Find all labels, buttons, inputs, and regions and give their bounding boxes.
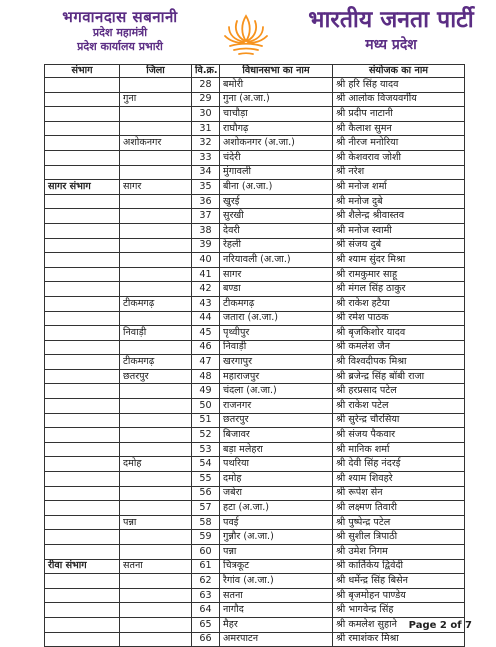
district-cell <box>120 588 192 603</box>
coordinator-name-cell: श्री धर्मेन्द्र सिंह बिसेन <box>333 574 465 589</box>
sender-block <box>30 8 210 54</box>
coordinator-name-cell: श्री श्याम सुंदर मिश्रा <box>333 253 465 268</box>
constituency-number-cell: 33 <box>192 150 220 165</box>
coordinator-name-cell: श्री लक्ष्मण तिवारी <box>333 501 465 516</box>
district-cell: टीकमगढ़ <box>120 355 192 370</box>
coordinator-name-cell: श्री हरप्रसाद पटेल <box>333 384 465 399</box>
district-cell <box>120 78 192 93</box>
district-cell <box>120 472 192 487</box>
division-cell <box>45 340 120 355</box>
constituency-number-cell: 38 <box>192 223 220 238</box>
coordinator-name-cell: श्री ब्रजेन्द्र सिंह बॉबी राजा <box>333 369 465 384</box>
constituency-name-cell: बड़ा मलेहरा <box>220 442 333 457</box>
coordinator-name-cell: श्री राकेश हटैया <box>333 296 465 311</box>
division-cell <box>45 253 120 268</box>
district-cell: सागर <box>120 180 192 195</box>
party-block <box>296 6 486 54</box>
table-row <box>45 355 465 370</box>
constituency-name-cell: बिजावर <box>220 428 333 443</box>
coordinator-name-cell: श्री मंगल सिंह ठाकुर <box>333 282 465 297</box>
coordinator-name-cell: श्री कमलेश जैन <box>333 340 465 355</box>
constituency-number-cell: 32 <box>192 136 220 151</box>
column-header-coordinator: संयोजक का नाम <box>333 65 465 78</box>
constituency-number-cell: 40 <box>192 253 220 268</box>
constituency-name-cell: सागर <box>220 267 333 282</box>
district-cell: टीकमगढ़ <box>120 296 192 311</box>
division-cell <box>45 530 120 545</box>
constituency-number-cell: 49 <box>192 384 220 399</box>
column-header-division: संभाग <box>45 65 120 78</box>
coordinator-name-cell: श्री सुशील त्रिपाठी <box>333 530 465 545</box>
division-cell <box>45 209 120 224</box>
constituency-name-cell: पृथ्वीपुर <box>220 326 333 341</box>
division-cell <box>45 136 120 151</box>
state-name: मध्य प्रदेश <box>365 37 417 53</box>
constituency-number-cell: 50 <box>192 399 220 414</box>
division-cell <box>45 384 120 399</box>
constituency-name-cell: बमोरी <box>220 78 333 93</box>
sender-name: भगवानदास सबनानी <box>62 8 178 26</box>
division-cell: सागर संभाग <box>45 180 120 195</box>
district-cell <box>120 617 192 632</box>
division-cell <box>45 223 120 238</box>
table-row <box>45 457 465 472</box>
constituency-number-cell: 60 <box>192 545 220 560</box>
table-row <box>45 384 465 399</box>
coordinator-name-cell: श्री मनोज दुबे <box>333 194 465 209</box>
table-row <box>45 78 465 93</box>
constituency-number-cell: 48 <box>192 369 220 384</box>
constituency-number-cell: 39 <box>192 238 220 253</box>
table-row <box>45 545 465 560</box>
table-row <box>45 428 465 443</box>
table-row <box>45 369 465 384</box>
division-cell <box>45 574 120 589</box>
table-row <box>45 413 465 428</box>
district-cell: निवाड़ी <box>120 326 192 341</box>
division-cell <box>45 78 120 93</box>
table-row <box>45 209 465 224</box>
constituency-number-cell: 62 <box>192 574 220 589</box>
table-row <box>45 515 465 530</box>
district-cell <box>120 603 192 618</box>
division-cell <box>45 428 120 443</box>
table-row <box>45 588 465 603</box>
table-row <box>45 399 465 414</box>
coordinator-name-cell: श्री प्रदीप नाटानी <box>333 107 465 122</box>
constituency-name-cell: गुना (अ.जा.) <box>220 92 333 107</box>
coordinator-name-cell: श्री कैलाश सुमन <box>333 121 465 136</box>
district-cell <box>120 501 192 516</box>
division-cell <box>45 501 120 516</box>
division-cell <box>45 121 120 136</box>
coordinator-name-cell: श्री पुष्पेन्द्र पटेल <box>333 515 465 530</box>
district-cell <box>120 165 192 180</box>
division-cell <box>45 107 120 122</box>
coordinator-name-cell: श्री रूपेश सेन <box>333 486 465 501</box>
constituency-number-cell: 66 <box>192 632 220 647</box>
coordinator-name-cell: श्री बृजकिशोर यादव <box>333 326 465 341</box>
division-cell <box>45 515 120 530</box>
column-header-constituency: विधानसभा का नाम <box>220 65 333 78</box>
division-cell <box>45 399 120 414</box>
table-row <box>45 150 465 165</box>
constituency-name-cell: गुन्नौर (अ.जा.) <box>220 530 333 545</box>
table-row <box>45 617 465 632</box>
constituency-number-cell: 64 <box>192 603 220 618</box>
table-row <box>45 486 465 501</box>
table-row <box>45 501 465 516</box>
constituency-name-cell: खरगापुर <box>220 355 333 370</box>
district-cell <box>120 209 192 224</box>
constituency-name-cell: जबेरा <box>220 486 333 501</box>
table-row <box>45 253 465 268</box>
constituency-number-cell: 31 <box>192 121 220 136</box>
district-cell <box>120 238 192 253</box>
constituency-name-cell: पथरिया <box>220 457 333 472</box>
constituency-name-cell: अशोकनगर (अ.जा.) <box>220 136 333 151</box>
table-row <box>45 326 465 341</box>
constituency-number-cell: 53 <box>192 442 220 457</box>
constituency-number-cell: 44 <box>192 311 220 326</box>
table-row <box>45 92 465 107</box>
district-cell: सतना <box>120 559 192 574</box>
division-cell <box>45 150 120 165</box>
constituency-name-cell: चंदेरी <box>220 150 333 165</box>
constituency-number-cell: 54 <box>192 457 220 472</box>
constituency-name-cell: सुरखी <box>220 209 333 224</box>
constituency-number-cell: 29 <box>192 92 220 107</box>
constituency-number-cell: 37 <box>192 209 220 224</box>
constituency-name-cell: चंदला (अ.जा.) <box>220 384 333 399</box>
district-cell <box>120 545 192 560</box>
district-cell <box>120 574 192 589</box>
table-row <box>45 238 465 253</box>
constituency-name-cell: दमोह <box>220 472 333 487</box>
constituency-number-cell: 43 <box>192 296 220 311</box>
constituency-number-cell: 65 <box>192 617 220 632</box>
district-cell: दमोह <box>120 457 192 472</box>
constituency-number-cell: 45 <box>192 326 220 341</box>
division-cell <box>45 355 120 370</box>
division-cell <box>45 369 120 384</box>
constituency-number-cell: 58 <box>192 515 220 530</box>
constituency-number-cell: 61 <box>192 559 220 574</box>
division-cell: रीवा संभाग <box>45 559 120 574</box>
coordinator-name-cell: श्री आलोक विजयवर्गीय <box>333 92 465 107</box>
table-row <box>45 180 465 195</box>
coordinator-name-cell: श्री भागवेन्द्र सिंह <box>333 603 465 618</box>
constituency-number-cell: 63 <box>192 588 220 603</box>
coordinator-name-cell: श्री मनोज स्वामी <box>333 223 465 238</box>
division-cell <box>45 92 120 107</box>
constituency-name-cell: सतना <box>220 588 333 603</box>
table-row <box>45 311 465 326</box>
coordinator-name-cell: श्री संजय पैकवार <box>333 428 465 443</box>
table-row <box>45 340 465 355</box>
district-cell <box>120 399 192 414</box>
constituency-name-cell: बण्डा <box>220 282 333 297</box>
table-row <box>45 267 465 282</box>
constituency-number-cell: 30 <box>192 107 220 122</box>
constituency-name-cell: छतरपुर <box>220 413 333 428</box>
table-header-row <box>45 65 465 78</box>
coordinator-name-cell: श्री रमाशंकर मिश्रा <box>333 632 465 647</box>
district-cell <box>120 121 192 136</box>
district-cell <box>120 194 192 209</box>
page-number: Page 2 of 7 <box>408 620 472 631</box>
division-cell <box>45 282 120 297</box>
constituency-name-cell: हटा (अ.जा.) <box>220 501 333 516</box>
district-cell <box>120 223 192 238</box>
column-header-district: जिला <box>120 65 192 78</box>
division-cell <box>45 267 120 282</box>
division-cell <box>45 617 120 632</box>
table-row <box>45 472 465 487</box>
constituency-name-cell: नागौद <box>220 603 333 618</box>
constituency-number-cell: 42 <box>192 282 220 297</box>
coordinator-name-cell: श्री राकेश पटेल <box>333 399 465 414</box>
division-cell <box>45 238 120 253</box>
constituency-number-cell: 35 <box>192 180 220 195</box>
table-row <box>45 194 465 209</box>
district-cell <box>120 442 192 457</box>
coordinator-name-cell: श्री नरेश <box>333 165 465 180</box>
division-cell <box>45 632 120 647</box>
table-body <box>45 78 465 647</box>
constituency-number-cell: 57 <box>192 501 220 516</box>
sender-role-2: प्रदेश कार्यालय प्रभारी <box>77 40 163 53</box>
coordinator-name-cell: श्री सुरेन्द्र चौरसिया <box>333 413 465 428</box>
constituency-name-cell: टीकमगढ़ <box>220 296 333 311</box>
table-row <box>45 165 465 180</box>
district-cell: अशोकनगर <box>120 136 192 151</box>
constituency-name-cell: बीना (अ.जा.) <box>220 180 333 195</box>
constituency-number-cell: 28 <box>192 78 220 93</box>
division-cell <box>45 472 120 487</box>
district-cell <box>120 282 192 297</box>
district-cell <box>120 150 192 165</box>
constituency-number-cell: 51 <box>192 413 220 428</box>
coordinator-name-cell: श्री नीरज मनोरिया <box>333 136 465 151</box>
coordinator-name-cell: श्री रमेश पाठक <box>333 311 465 326</box>
column-header-number: वि.क्र. <box>192 65 220 78</box>
division-cell <box>45 603 120 618</box>
constituency-name-cell: रैगांव (अ.जा.) <box>220 574 333 589</box>
constituency-number-cell: 52 <box>192 428 220 443</box>
constituency-name-cell: रेहली <box>220 238 333 253</box>
coordinator-name-cell: श्री देवी सिंह नंदरई <box>333 457 465 472</box>
constituency-name-cell: मैहर <box>220 617 333 632</box>
coordinator-name-cell: श्री उमेश निगम <box>333 545 465 560</box>
district-cell <box>120 486 192 501</box>
table-row <box>45 603 465 618</box>
constituency-name-cell: पवई <box>220 515 333 530</box>
coordinator-name-cell: श्री मानिक शर्मा <box>333 442 465 457</box>
table-row <box>45 632 465 647</box>
division-cell <box>45 165 120 180</box>
constituency-name-cell: नरियावली (अ.जा.) <box>220 253 333 268</box>
constituency-number-cell: 55 <box>192 472 220 487</box>
division-cell <box>45 486 120 501</box>
party-name: भारतीय जनता पार्टी <box>308 7 474 33</box>
table-row <box>45 530 465 545</box>
constituency-name-cell: जतारा (अ.जा.) <box>220 311 333 326</box>
coordinator-name-cell: श्री शैलेन्द्र श्रीवास्तव <box>333 209 465 224</box>
coordinator-name-cell: श्री मनोज शर्मा <box>333 180 465 195</box>
constituency-name-cell: देवरी <box>220 223 333 238</box>
constituency-name-cell: महाराजपुर <box>220 369 333 384</box>
table-row <box>45 559 465 574</box>
coordinator-name-cell: श्री कार्तिकेय द्विवेदी <box>333 559 465 574</box>
district-cell: पन्ना <box>120 515 192 530</box>
lotus-logo-icon <box>222 10 270 56</box>
table-row <box>45 223 465 238</box>
constituency-name-cell: राघौगढ़ <box>220 121 333 136</box>
district-cell <box>120 384 192 399</box>
district-cell: गुना <box>120 92 192 107</box>
coordinator-name-cell: श्री केशवराव जोशी <box>333 150 465 165</box>
table-row <box>45 136 465 151</box>
table-row <box>45 121 465 136</box>
constituency-number-cell: 46 <box>192 340 220 355</box>
table-row <box>45 574 465 589</box>
district-cell <box>120 428 192 443</box>
division-cell <box>45 457 120 472</box>
constituency-number-cell: 34 <box>192 165 220 180</box>
district-cell <box>120 253 192 268</box>
constituency-name-cell: अमरपाटन <box>220 632 333 647</box>
coordinator-name-cell: श्री विश्वदीपक मिश्रा <box>333 355 465 370</box>
constituency-number-cell: 59 <box>192 530 220 545</box>
coordinator-name-cell: श्री श्याम शिवहरे <box>333 472 465 487</box>
constituency-name-cell: मुंगावली <box>220 165 333 180</box>
constituency-name-cell: चित्रकूट <box>220 559 333 574</box>
table-row <box>45 107 465 122</box>
constituency-number-cell: 36 <box>192 194 220 209</box>
coordinator-name-cell: श्री रामकुमार साहू <box>333 267 465 282</box>
table-row <box>45 296 465 311</box>
division-cell <box>45 296 120 311</box>
division-cell <box>45 311 120 326</box>
constituency-number-cell: 56 <box>192 486 220 501</box>
division-cell <box>45 413 120 428</box>
district-cell <box>120 311 192 326</box>
constituency-number-cell: 47 <box>192 355 220 370</box>
division-cell <box>45 588 120 603</box>
coordinator-table <box>44 64 465 647</box>
district-cell <box>120 413 192 428</box>
constituency-name-cell: राजनगर <box>220 399 333 414</box>
district-cell <box>120 107 192 122</box>
coordinator-name-cell: श्री बृजमोहन पाण्डेय <box>333 588 465 603</box>
coordinator-name-cell: श्री कमलेश सुहाने <box>333 617 465 632</box>
division-cell <box>45 326 120 341</box>
constituency-name-cell: पन्ना <box>220 545 333 560</box>
division-cell <box>45 442 120 457</box>
coordinator-name-cell: श्री संजय दुबे <box>333 238 465 253</box>
table-row <box>45 282 465 297</box>
table-row <box>45 442 465 457</box>
constituency-name-cell: चाचौड़ा <box>220 107 333 122</box>
division-cell <box>45 545 120 560</box>
coordinator-name-cell: श्री हरि सिंह यादव <box>333 78 465 93</box>
district-cell <box>120 530 192 545</box>
district-cell: छतरपुर <box>120 369 192 384</box>
constituency-name-cell: निवाड़ी <box>220 340 333 355</box>
district-cell <box>120 340 192 355</box>
district-cell <box>120 632 192 647</box>
division-cell <box>45 194 120 209</box>
sender-role: प्रदेश महामंत्री <box>92 26 148 39</box>
district-cell <box>120 267 192 282</box>
constituency-number-cell: 41 <box>192 267 220 282</box>
constituency-name-cell: खुरई <box>220 194 333 209</box>
